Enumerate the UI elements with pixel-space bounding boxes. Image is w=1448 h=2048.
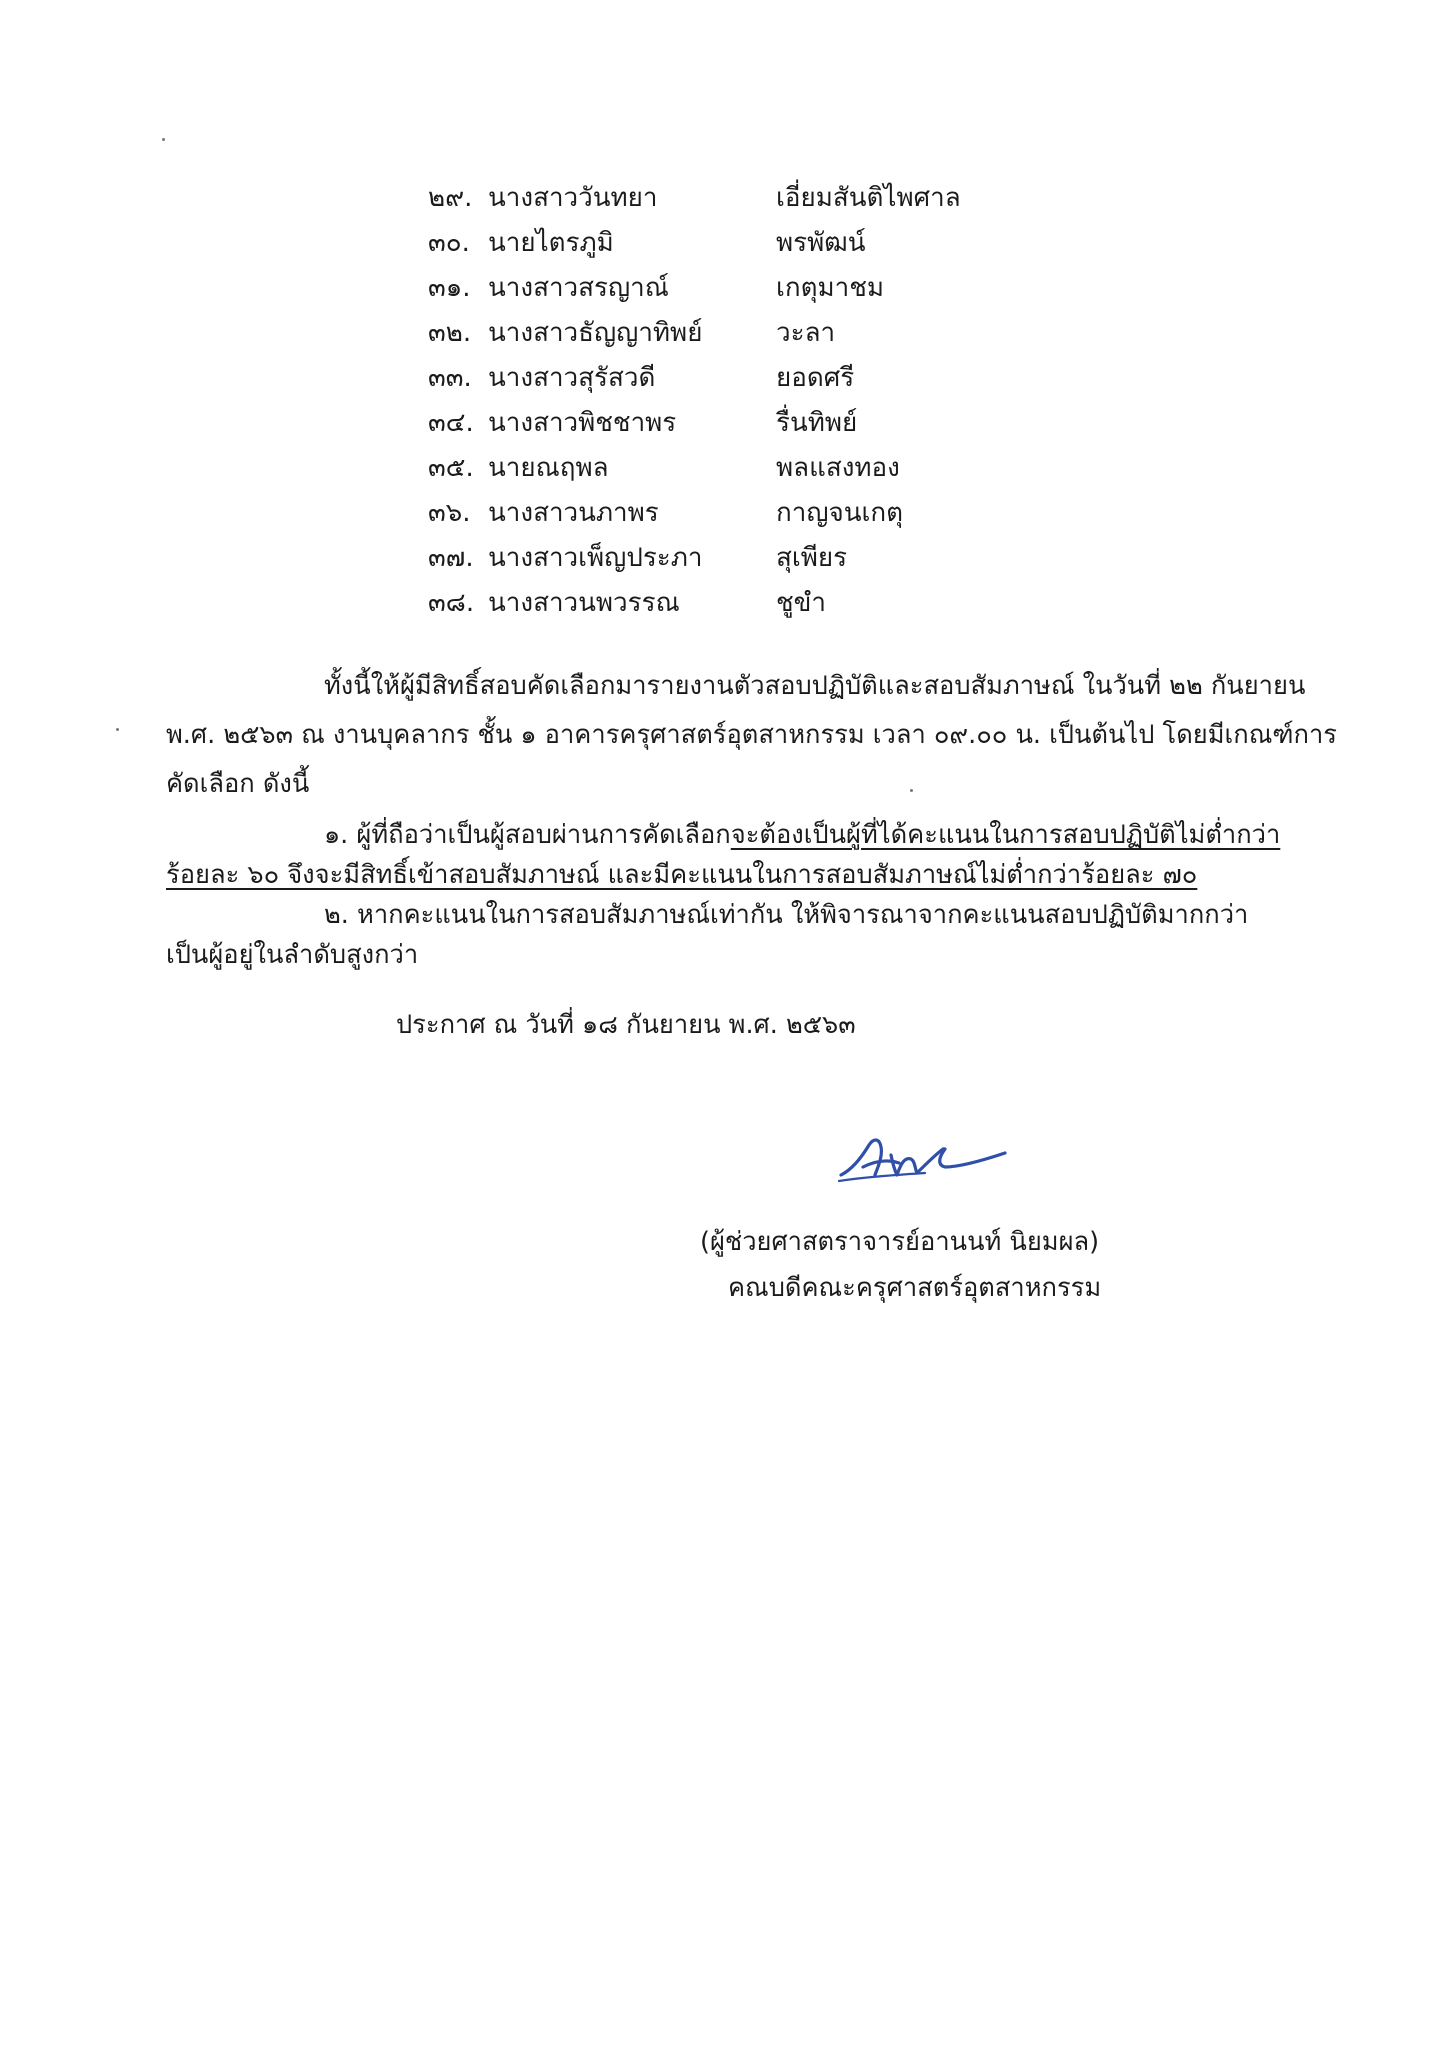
candidate-row xyxy=(0,358,1448,398)
candidate-list xyxy=(0,0,1448,640)
candidate-number: ๓๖. xyxy=(428,498,471,528)
candidate-last-name: ยอดศรี xyxy=(776,363,855,393)
candidate-first-name: นายไตรภูมิ xyxy=(488,228,614,258)
candidate-row xyxy=(0,223,1448,263)
candidate-last-name: ชูขำ xyxy=(776,588,827,618)
signature-image xyxy=(835,1125,1025,1195)
candidate-last-name: กาญจนเกตุ xyxy=(776,498,904,528)
candidate-last-name: รื่นทิพย์ xyxy=(776,408,858,438)
candidate-number: ๓๘. xyxy=(428,588,475,618)
candidate-first-name: นางสาววันทยา xyxy=(488,183,658,213)
candidate-last-name: เกตุมาชม xyxy=(776,273,885,303)
candidate-number: ๓๕. xyxy=(428,453,474,483)
candidate-first-name: นางสาวสุรัสวดี xyxy=(488,363,656,393)
criterion-1-underlined: จะต้องเป็นผู้ที่ได้คะแนนในการสอบปฏิบัติไม่ต่ำกว่า xyxy=(730,820,1281,850)
candidate-row xyxy=(0,493,1448,533)
instruction-line-2: พ.ศ. ๒๕๖๓ ณ งานบุคลากร ชั้น ๑ อาคารครุศาสตร์อุตสาหกรรม เวลา ๐๙.๐๐ น. เป็นต้นไป โดยมีเกณฑ์การ xyxy=(166,720,1337,750)
signatory-position: คณบดีคณะครุศาสตร์อุตสาหกรรม xyxy=(728,1273,1102,1303)
candidate-row xyxy=(0,583,1448,623)
candidate-row xyxy=(0,448,1448,488)
scan-speck xyxy=(910,789,913,792)
criterion-1-line-2: ร้อยละ ๖๐ จึงจะมีสิทธิ์เข้าสอบสัมภาษณ์ และมีคะแนนในการสอบสัมภาษณ์ไม่ต่ำกว่าร้อยละ ๗๐ xyxy=(166,860,1198,890)
instruction-line-1: ทั้งนี้ให้ผู้มีสิทธิ์สอบคัดเลือกมารายงานตัวสอบปฏิบัติและสอบสัมภาษณ์ ในวันที่ ๒๒ กันยายน xyxy=(324,671,1306,701)
candidate-last-name: วะลา xyxy=(776,318,836,348)
candidate-number: ๓๗. xyxy=(428,543,474,573)
candidate-first-name: นางสาวธัญญาทิพย์ xyxy=(488,318,703,348)
candidate-first-name: นางสาวนภาพร xyxy=(488,498,659,528)
criterion-1-prefix: ๑. ผู้ที่ถือว่าเป็นผู้สอบผ่านการคัดเลือก xyxy=(324,820,731,850)
criterion-2-line-1: ๒. หากคะแนนในการสอบสัมภาษณ์เท่ากัน ให้พิจารณาจากคะแนนสอบปฏิบัติมากกว่า xyxy=(324,900,1249,930)
scan-speck xyxy=(116,728,119,731)
criterion-1-line-1 xyxy=(324,815,1280,855)
scan-speck xyxy=(162,138,165,141)
candidate-number: ๓๐. xyxy=(428,228,470,258)
instruction-line-3: คัดเลือก ดังนี้ xyxy=(166,769,310,799)
candidate-last-name: พลแสงทอง xyxy=(776,453,900,483)
candidate-row xyxy=(0,538,1448,578)
candidate-number: ๓๔. xyxy=(428,408,474,438)
candidate-row xyxy=(0,313,1448,353)
candidate-row xyxy=(0,178,1448,218)
candidate-first-name: นางสาวสรญาณ์ xyxy=(488,273,669,303)
candidate-last-name: พรพัฒน์ xyxy=(776,228,866,258)
candidate-row xyxy=(0,268,1448,308)
announcement-date: ประกาศ ณ วันที่ ๑๘ กันยายน พ.ศ. ๒๕๖๓ xyxy=(396,1010,856,1040)
signatory-name: (ผู้ช่วยศาสตราจารย์อานนท์ นิยมผล) xyxy=(700,1227,1100,1257)
candidate-last-name: สุเพียร xyxy=(776,543,848,573)
candidate-row xyxy=(0,403,1448,443)
candidate-first-name: นางสาวพิชชาพร xyxy=(488,408,677,438)
candidate-number: ๒๙. xyxy=(428,183,473,213)
candidate-number: ๓๑. xyxy=(428,273,471,303)
candidate-last-name: เอี่ยมสันติไพศาล xyxy=(776,183,961,213)
candidate-number: ๓๓. xyxy=(428,363,472,393)
candidate-first-name: นางสาวนพวรรณ xyxy=(488,588,680,618)
criterion-2-line-2: เป็นผู้อยู่ในลำดับสูงกว่า xyxy=(166,940,419,970)
candidate-first-name: นางสาวเพ็ญประภา xyxy=(488,543,703,573)
candidate-number: ๓๒. xyxy=(428,318,472,348)
candidate-first-name: นายณฤพล xyxy=(488,453,609,483)
